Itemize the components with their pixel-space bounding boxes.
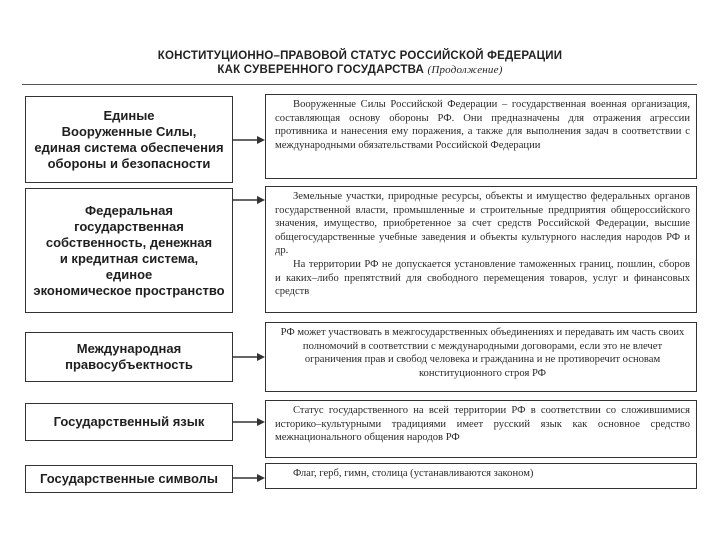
label-state-symbols: Государственные символы <box>25 465 233 493</box>
description-paragraph: РФ может участвовать в межгосударственных объединениях и передавать им часть своих полномочий в соответствии с международными договорами, если это не влечет ограничения прав и свобод человека и гражданина и не противоречит основам конституционного строя РФ <box>280 327 685 379</box>
arrow-icon <box>233 194 265 206</box>
description-state-symbols <box>265 463 697 489</box>
subtitle-note: (Продолжение) <box>427 64 503 76</box>
label-state-language: Государственный язык <box>25 403 233 441</box>
page-title: КОНСТИТУЦИОННО–ПРАВОВОЙ СТАТУС РОССИЙСКОЙ ФЕДЕРАЦИИ <box>157 50 563 62</box>
page-subtitle <box>0 64 720 76</box>
label-federal-property: Федеральная государственная собственность, денежная и кредитная система, единое экономическое пространство <box>25 188 233 313</box>
description-paragraph: Статус государственного на всей территории РФ в соответствии со сложившимися историко–культурными традициями имеет русский язык как основное средство межнационального общения народов РФ <box>275 405 690 444</box>
description-paragraph: На территории РФ не допускается установление таможенных границ, пошлин, сборов и каких–либо препятствий для свободного перемещения товаров, услуг и финансовых средств <box>275 258 690 298</box>
description-federal-property <box>265 186 697 313</box>
description-paragraph: Вооруженные Силы Российской Федерации – государственная военная организация, составляющая основу обороны РФ. Они предназначены для отражения агрессии противника и нанесения ему поражения, а также для выполнения задач в соответствии с международными обязательствами Российской Федерации <box>275 99 690 151</box>
arrow-icon <box>233 351 265 363</box>
subtitle-text: КАК СУВЕРЕННОГО ГОСУДАРСТВА <box>217 64 425 76</box>
description-paragraph: Флаг, герб, гимн, столица (устанавливаются законом) <box>293 468 534 479</box>
description-state-language <box>265 400 697 458</box>
arrow-icon <box>233 416 265 428</box>
description-international-personality <box>265 322 697 392</box>
label-international-personality: Международная правосубъектность <box>25 332 233 382</box>
arrow-icon <box>233 472 265 484</box>
arrow-icon <box>233 134 265 146</box>
label-armed-forces: Единые Вооруженные Силы, единая система обеспечения обороны и безопасности <box>25 96 233 183</box>
title-divider <box>22 84 697 85</box>
description-armed-forces <box>265 94 697 179</box>
description-paragraph: Земельные участки, природные ресурсы, объекты и имущество федеральных органов государственной власти, промышленные и строительные предприятия общероссийского значения, имущество, приобретенное за счет средств Российской Федерации, высшие общегосударственные учебные заведения и объекты культурного наследия народов РФ и др. <box>275 191 690 257</box>
